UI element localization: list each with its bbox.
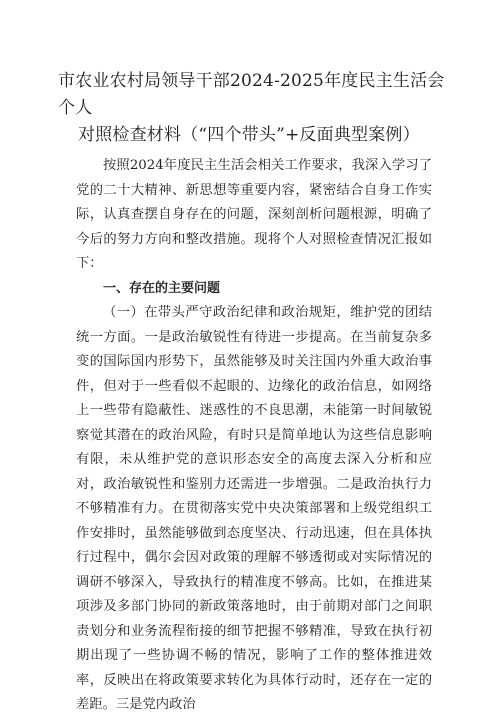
section-paragraph: （一）在带头严守政治纪律和政治规矩，维护党的团结统一方面。一是政治敏锐性有待进一步提高。在当前复杂多变的国际国内形势下，虽然能够及时关注国内外重大政治事件，但对于一些看似不起眼的、边缘化的政治信息，如网络上一些带有隐蔽性、迷惑性的不良思潮，未能第一时间敏锐察觉其潜在的政治风险，有时只是简单地认为这些信息影响有限，未从维护党的意识形态安全的高度去深入分析和应对，政治敏锐性和鉴别力还需进一步增强。二是政治执行力不够精准有力。在贯彻落实党中央决策部署和上级党组织工作安排时，虽然能够做到态度坚决、行动迅速，但在具体执行过程中，偶尔会因对政策的理解不够透彻或对实际情况的调研不够深入，导致执行的精准度不够高。比如，在推进某项涉及多部门协同的新政策落地时，由于前期对部门之间职责划分和业务流程衔接的细节把握不够精准，导致在执行初期出现了一些协调不畅的情况，影响了工作的整体推进效率，反映出在将政策要求转化为具体行动时，还存在一定的差距。三是党内政治: [76, 305, 432, 712]
document-title: [58, 68, 448, 149]
intro-paragraph: 按照2024年度民主生活会相关工作要求，我深入学习了党的二十大精神、新思想等重要内容，紧密结合自身工作实际，认真查摆自身存在的问题，深刻剖析问题根源，明确了今后的努力方向和整改措施。现将个人对照检查情况汇报如下：: [76, 158, 432, 271]
section-heading: 一、存在的主要问题: [103, 280, 221, 296]
title-line-1: 市农业农村局领导干部2024-2025年度民主生活会个人: [58, 71, 445, 118]
title-line-2: 对照检查材料（“四个带头”+反面典型案例）: [78, 125, 420, 145]
document-body: [76, 154, 432, 718]
